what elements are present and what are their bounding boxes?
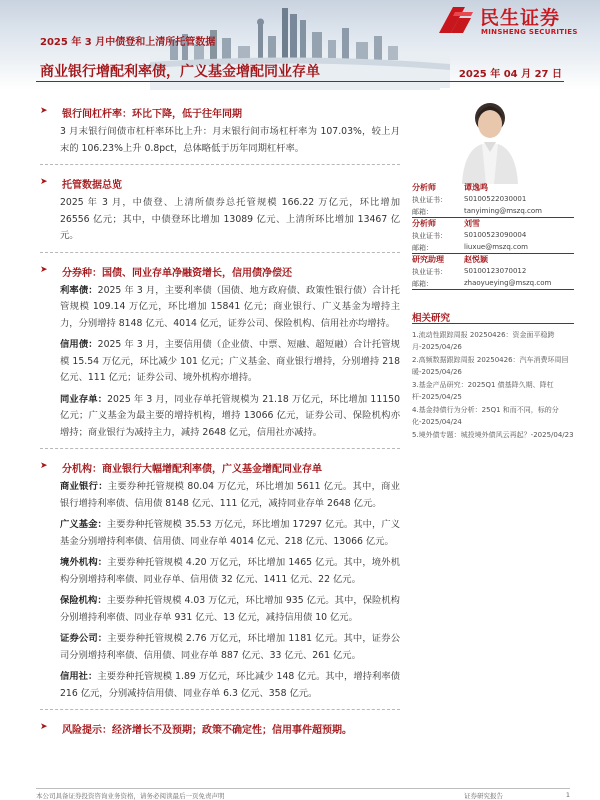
analyst-cert-row: 执业证书： S0100522030001 <box>412 195 527 204</box>
logo-chinese-text: 民生证券 <box>480 7 561 29</box>
related-research-link[interactable]: 1.流动性跟踪周报 20250426：资金面平稳跨月-2025/04/26 <box>412 331 555 351</box>
page-title: 商业银行增配利率债，广义基金增配同业存单 <box>40 64 320 80</box>
risk-warning-title: 风险提示：经济增长不及预期；政策不确定性；信用事件超预期。 <box>62 725 352 736</box>
main-column <box>40 96 400 740</box>
section-leverage <box>40 104 400 157</box>
section-overview <box>40 175 400 245</box>
section-divider <box>40 164 400 165</box>
section-header <box>40 720 400 736</box>
analyst-photo <box>440 88 540 184</box>
minsheng-logo <box>433 2 593 42</box>
paragraph-foreign-institutions: 境外机构：主要券种托管规模 4.20 万亿元，环比增加 1465 亿元。其中，境外机构分别增持利率债、同业存单、信用债 32 亿元、1411 亿元、22 亿元。 <box>60 557 400 585</box>
arrow-bullet-icon: ➤ <box>40 722 48 732</box>
analyst-name-row: 研究助理 赵悦颖 <box>412 255 488 264</box>
analyst-name-row: 分析师 谭逸鸣 <box>412 183 488 192</box>
page-number: 1 <box>565 791 570 799</box>
paragraph-broad-funds: 广义基金：主要券种托管规模 35.53 万亿元，环比增加 17297 亿元。其中，广义基金分别增持利率债、信用债、同业存单 4014 亿元、218 亿元、13066 亿元。 <box>60 519 400 547</box>
paragraph-credit-cooperatives: 信用社：主要券种托管规模 1.89 万亿元，环比减少 148 亿元。其中，增持利率债 216 亿元，分别减持信用债、同业存单 6.3 亿元、358 亿元。 <box>60 671 400 699</box>
section-divider <box>40 709 400 710</box>
related-research-link[interactable]: 5.境外债专题：城投境外债风云再起？-2025/04/23 <box>412 431 574 439</box>
section-title: 分机构：商业银行大幅增配利率债，广义基金增配同业存单 <box>62 464 322 475</box>
arrow-bullet-icon: ➤ <box>40 264 48 275</box>
section-header <box>40 459 400 475</box>
analyst-cert-row: 执业证书： S0100123070012 <box>412 267 527 276</box>
paragraph: 3 月末银行间债市杠杆率环比上升：月末银行间市场杠杆率为 107.03%，较上月末的 106.23%上升 0.8pct，总体略低于历年同期杠杆率。 <box>60 126 400 154</box>
paragraph-insurance: 保险机构：主要券种托管规模 4.03 万亿元，环比增加 935 亿元。其中，保险机构分别增持利率债、同业存单 931 亿元、13 亿元，减持信用债 10 亿元。 <box>60 595 400 623</box>
title-bar <box>36 56 564 82</box>
paragraph-credit-bonds: 信用债：2025 年 3 月，主要信用债（企业债、中票、短融、超短融）合计托管规模 15.54 万亿元，环比减少 101 亿元；广义基金、商业银行增持，分别增持 218 亿元、111 亿元；证券公司、境外机构亦增持。 <box>60 339 400 383</box>
arrow-bullet-icon: ➤ <box>40 106 48 116</box>
section-divider <box>40 448 400 449</box>
analyst-info <box>412 182 574 290</box>
related-research-title: 相关研究 <box>412 308 574 324</box>
paragraph-securities-firms: 证券公司：主要券种托管规模 2.76 万亿元，环比增加 1181 亿元。其中，证券公司分别增持利率债、信用债、同业存单 887 亿元、33 亿元、261 亿元。 <box>60 633 400 661</box>
analyst-name-row: 分析师 刘雪 <box>412 219 480 228</box>
arrow-bullet-icon: ➤ <box>40 461 48 471</box>
section-by-bond-type <box>40 263 400 442</box>
footer-report-type: 证券研究报告 <box>464 792 503 800</box>
section-header <box>40 175 400 191</box>
page-footer <box>36 788 570 800</box>
report-date: 2025 年 04 月 27 日 <box>458 69 562 80</box>
analyst-email-row: 邮箱： tanyiming@mszq.com <box>412 206 574 218</box>
section-title: 银行间杠杆率：环比下降，低于往年同期 <box>62 109 242 120</box>
section-header <box>40 263 400 279</box>
analyst-email-row: 邮箱： zhaoyueying@mszq.com <box>412 278 574 290</box>
section-divider <box>40 252 400 253</box>
related-research-link[interactable]: 3.基金产品研究：2025Q1 债基降久期、降杠杆-2025/04/25 <box>412 381 554 401</box>
report-kind: 2025 年 3 月中债登和上清所托管数据 <box>40 37 216 48</box>
minsheng-logo-icon <box>435 3 475 39</box>
report-header <box>0 0 600 90</box>
footer-disclaimer: 本公司具备证券投资咨询业务资格，请务必阅读最后一页免责声明 <box>36 792 225 800</box>
related-research-link[interactable]: 2.高频数据跟踪周报 20250426：汽车消费环周回暖-2025/04/26 <box>412 356 569 376</box>
related-research <box>412 308 574 442</box>
section-title: 托管数据总览 <box>62 180 122 191</box>
section-risk-warning <box>40 720 400 736</box>
logo-english-text: MINSHENG SECURITIES <box>481 28 578 36</box>
section-by-institution <box>40 459 400 702</box>
paragraph: 2025 年 3 月，中债登、上清所债券总托管规模 166.22 万亿元，环比增加 26556 亿元；其中，中债登环比增加 13089 亿元、上清所环比增加 13467 亿元。 <box>60 197 400 241</box>
paragraph-rate-bonds: 利率债：2025 年 3 月，主要利率债（国债、地方政府债、政策性银行债）合计托管规模 109.14 万亿元，环比增加 15841 亿元；商业银行、广义基金为增持主力，分别增持 8148 亿元、4014 亿元，证券公司、保险机构、信用社亦均增持。 <box>60 284 400 329</box>
paragraph-ncd: 同业存单：2025 年 3 月，同业存单托管规模为 21.18 万亿元，环比增加 11150 亿元；广义基金为最主要的增持机构，增持 13066 亿元，证券公司、保险机构亦增持；商业银行为减持主力，减持 2648 亿元，信用社亦减持。 <box>60 393 400 438</box>
analyst-email-row: 邮箱： liuxue@mszq.com <box>412 242 574 254</box>
arrow-bullet-icon: ➤ <box>40 177 48 187</box>
paragraph-commercial-banks: 商业银行：主要券种托管规模 80.04 万亿元，环比增加 5611 亿元。其中，商业银行增持利率债、信用债 8148 亿元、111 亿元，减持同业存单 2648 亿元。 <box>60 481 400 509</box>
section-title: 分券种：国债、同业存单净融资增长，信用债净偿还 <box>62 267 292 279</box>
analyst-cert-row: 执业证书： S0100523090004 <box>412 231 527 240</box>
section-header <box>40 104 400 120</box>
related-research-link[interactable]: 4.基金持债行为分析：25Q1 和而不同，标的分化-2025/04/24 <box>412 406 559 426</box>
